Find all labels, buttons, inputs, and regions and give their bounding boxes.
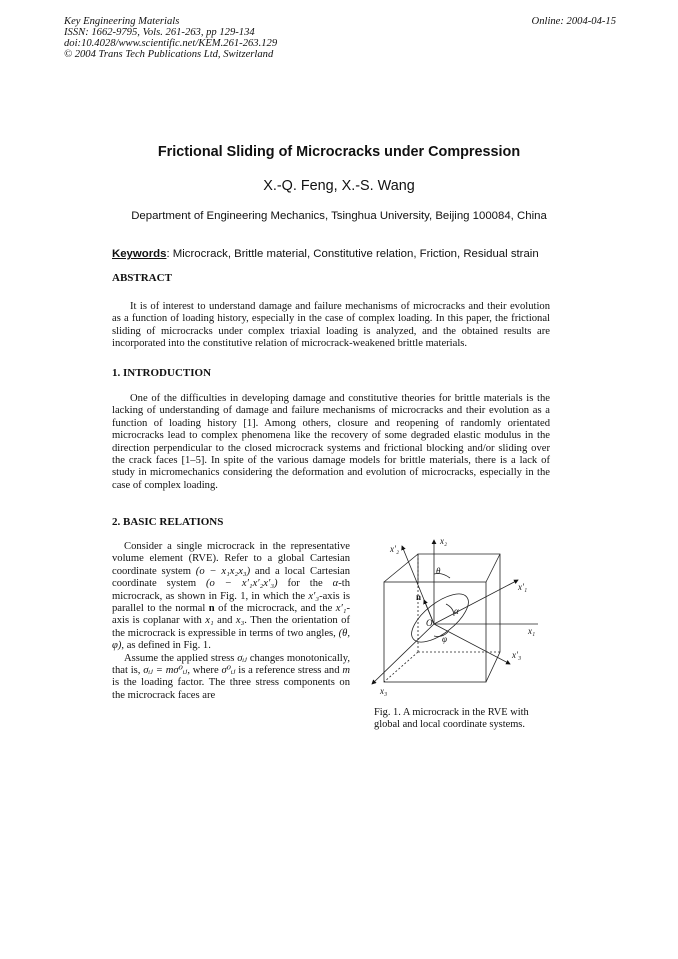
label-x1-prime: x′₁ bbox=[518, 582, 528, 592]
equation: (o − x′₁x′₂x′₃) bbox=[206, 578, 278, 590]
basic-relations-heading: 2. BASIC RELATIONS bbox=[112, 516, 224, 528]
introduction-heading: 1. INTRODUCTION bbox=[112, 367, 212, 379]
paper-affiliation: Department of Engineering Mechanics, Tsinghua University, Beijing 100084, China bbox=[131, 210, 547, 222]
abstract-heading: ABSTRACT bbox=[112, 272, 172, 284]
axis-x3 bbox=[372, 624, 434, 684]
paper-title: Frictional Sliding of Microcracks under Compression bbox=[157, 144, 521, 160]
cube-top-edge-right bbox=[486, 554, 500, 582]
label-phi: φ bbox=[442, 634, 447, 644]
equation: m bbox=[342, 665, 350, 677]
label-origin: O bbox=[426, 618, 433, 628]
equation: (o − x₁x₂x₃) bbox=[195, 565, 251, 577]
label-x2: x₂ bbox=[440, 536, 448, 546]
figure-1-rve-diagram bbox=[368, 534, 550, 704]
journal-header bbox=[64, 16, 616, 60]
label-alpha: α bbox=[454, 606, 459, 616]
abstract-paragraph: It is of interest to understand damage and failure mechanisms of microcracks and their evolution as a function of loading history, especially in the case of complex loading. In this paper, the frictional sliding of microcracks under complex triaxial loading is analyzed, and the obtained results are incorporated into the constitutive relation of microcrack-weakened brittle materials. bbox=[112, 301, 550, 350]
cube-top-edge-left bbox=[384, 554, 418, 582]
introduction-paragraph: One of the difficulties in developing damage and constitutive theories for brittle materials is the lacking of understanding of damage and failure mechanisms of microcracks and their evolution as a function of loading history [1]. Among others, closure and reopening of randomly orientated microcracks lead to complex phenomena like the recovery of some degraded elastic modulus in the direction perpendicular to the closed microcrack systems and frictional blocking and/or sliding over the crack faces [1–5]. In spite of the various damage models for brittle materials, there is a lack of study in micromechanics considering the deformation and evolution of microcracks, especially in the case of complex loading. bbox=[112, 393, 550, 491]
axis-x1-prime bbox=[434, 580, 518, 624]
equation: σᵢⱼ = mσ⁰ᵢⱼ bbox=[143, 665, 188, 677]
label-normal: n bbox=[416, 592, 422, 602]
figure-1-caption: Fig. 1. A microcrack in the RVE with global and local coordinate systems. bbox=[374, 707, 529, 731]
label-x1: x₁ bbox=[528, 626, 536, 636]
label-x2-prime: x′₂ bbox=[390, 544, 400, 554]
microcrack-ellipse bbox=[404, 585, 476, 651]
label-theta: θ bbox=[436, 566, 441, 576]
basic-relations-body bbox=[112, 541, 350, 702]
equation: x₃ bbox=[235, 615, 245, 627]
equation: σᵢⱼ bbox=[237, 652, 247, 664]
copyright-line: © 2004 Trans Tech Publications Ltd, Switzerland bbox=[64, 49, 274, 60]
equation: σ⁰ᵢⱼ bbox=[221, 665, 236, 677]
equation: α bbox=[332, 578, 339, 590]
equation: x′₃ bbox=[308, 590, 320, 602]
label-x3: x₃ bbox=[380, 686, 388, 696]
journal-name: Key Engineering Materials bbox=[64, 16, 180, 27]
equation: n bbox=[208, 603, 215, 615]
equation: (θ, φ) bbox=[112, 627, 350, 652]
basic-paragraph-2: Assume the applied stress σᵢⱼ changes monotonically, that is, σᵢⱼ = mσ⁰ᵢⱼ, where σ⁰ᵢⱼ is a reference stress and m is the loading factor. The three stress components on the microcrack faces are bbox=[112, 652, 350, 701]
keywords-line bbox=[112, 248, 572, 260]
paper-authors: X.-Q. Feng, X.-S. Wang bbox=[263, 178, 415, 194]
keywords-text: : Microcrack, Brittle material, Constitutive relation, Friction, Residual strain bbox=[166, 248, 539, 260]
online-date: Online: 2004-04-15 bbox=[531, 16, 616, 27]
equation: x₁ bbox=[205, 615, 214, 627]
doi-line[interactable]: doi:10.4028/www.scientific.net/KEM.261-263.129 bbox=[64, 38, 278, 49]
axis-x3-prime bbox=[434, 624, 510, 664]
basic-paragraph-1: Consider a single microcrack in the representative volume element (RVE). Refer to a global Cartesian coordinate system (o − x₁x₂x₃) and a local Cartesian coordinate system (o − x′₁x′₂x′₃) for the α-th microcrack, as shown in Fig. 1, in which the x′₃-axis is parallel to the normal n of the microcrack, and the x′₁-axis is coplanar with x₁ and x₃. Then the orientation of the microcrack is expressible in terms of two angles, (θ, φ), as defined in Fig. 1. bbox=[112, 541, 351, 652]
equation: x′₁ bbox=[335, 603, 347, 615]
cube-front-face bbox=[384, 582, 486, 682]
keywords-label: Keywords bbox=[112, 248, 167, 260]
issn-line: ISSN: 1662-9795, Vols. 261-263, pp 129-134 bbox=[64, 27, 255, 38]
label-x3-prime: x′₃ bbox=[512, 650, 522, 660]
